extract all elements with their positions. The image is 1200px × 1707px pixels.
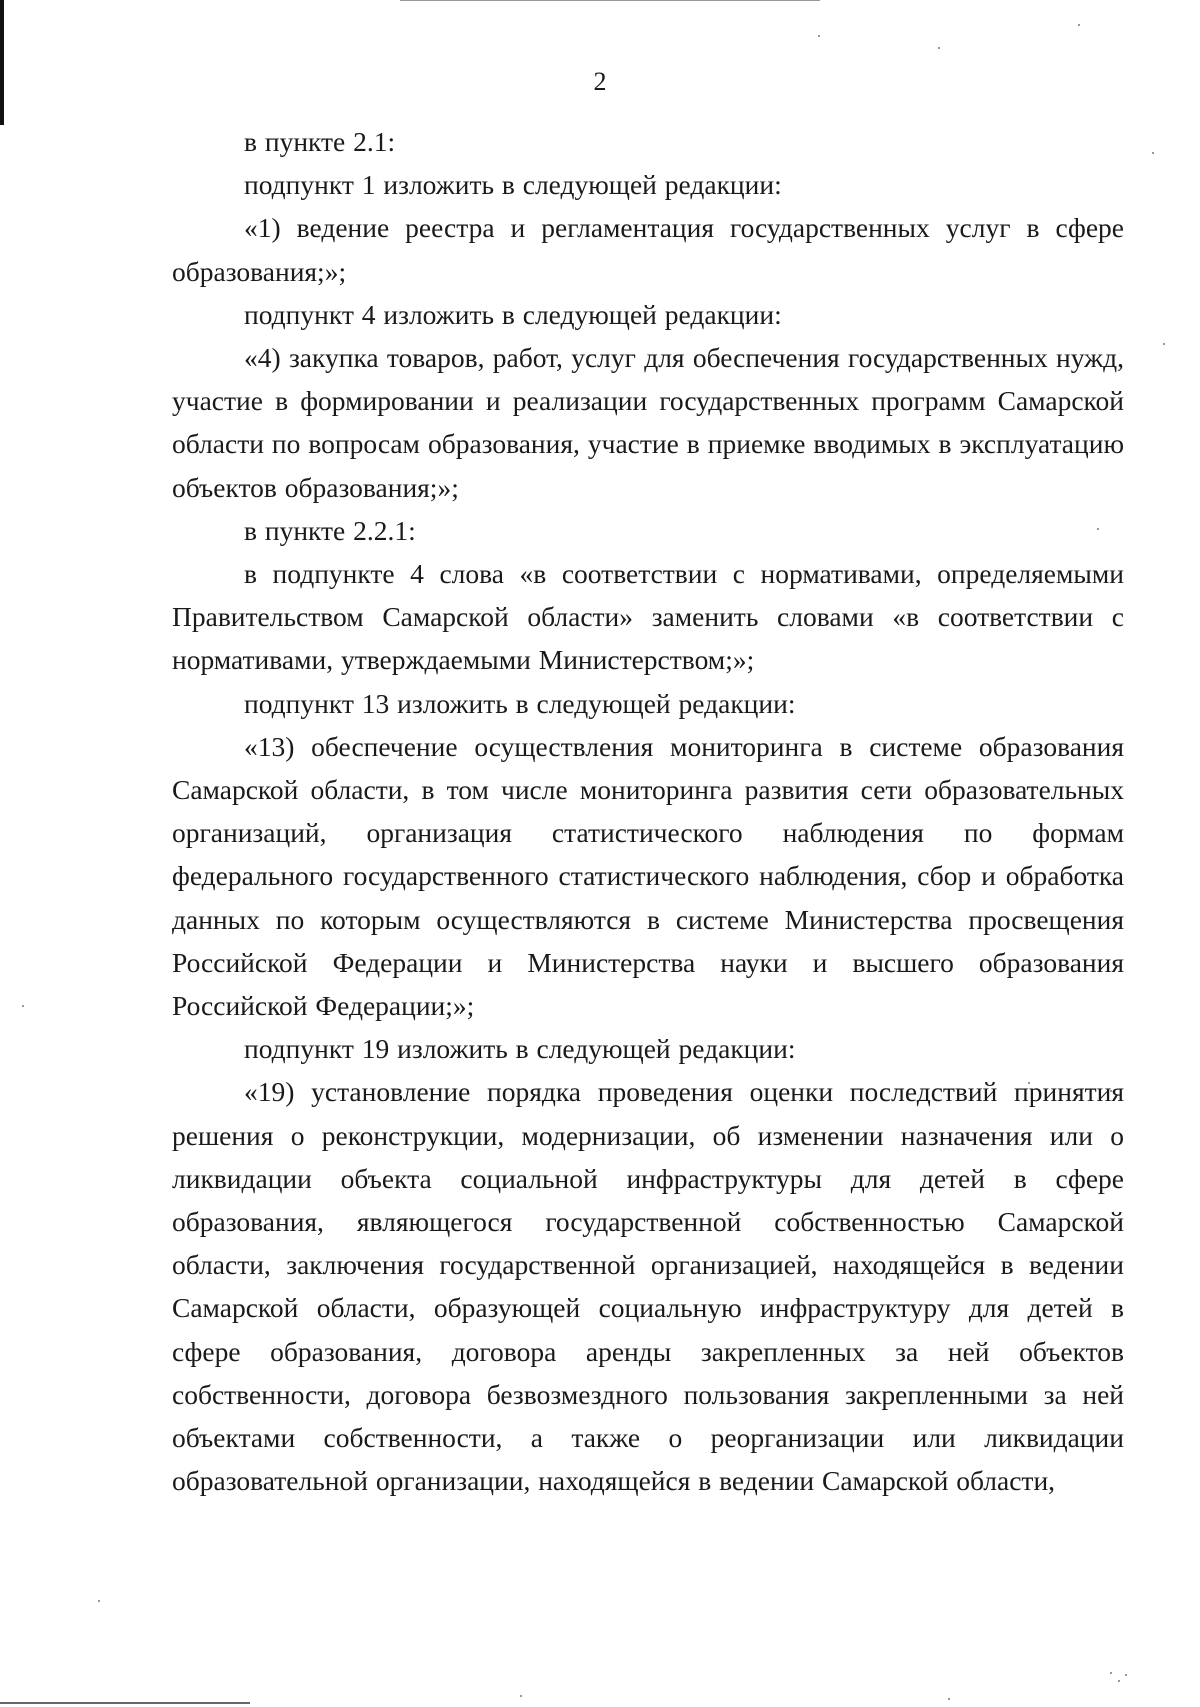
paragraph-clause-2-2-1: в пункте 2.2.1: <box>244 514 416 546</box>
paragraph-subitem-13-text: «13) обеспечение осуществления мониторинга в системе образования Самарской области, в том числе мониторинга развития сети образовательных организаций, организация статистического наблюдения по формам федерального государственного статистического наблюдения, сбор и обработка данных по которым осуществляются в системе Министерства просвещения Российской Федерации и Министерства науки и высшего образования Российской Федерации;»; <box>172 730 1124 1022</box>
paragraph-subitem-19-text: «19) установление порядка проведения оценки последствий принятия решения о реконструкции, модернизации, об изменении назначения или о ликвидации объекта социальной инфраструктуры для детей в сфере образования, являющегося государственной собственностью Самарской области, заключения государственной организацией, находящейся в ведении Самарской области, образующей социальную инфраструктуру для детей в сфере образования, договора аренды закрепленных за ней объектов собственности, договора безвозмездного пользования закрепленными за ней объектами собственности, а также о реорганизации или ликвидации образовательной организации, находящейся в ведении Самарской области, <box>172 1076 1124 1497</box>
paragraph-subitem-1-text: «1) ведение реестра и регламентация государственных услуг в сфере образования;»; <box>172 212 1124 287</box>
document-body <box>172 120 1124 1503</box>
paragraph-subitem-4-instruction: подпункт 4 изложить в следующей редакции: <box>244 298 782 330</box>
scan-speck <box>948 1698 950 1700</box>
scan-speck <box>1152 152 1154 154</box>
scan-speck <box>1110 1672 1112 1674</box>
scan-speck <box>938 47 940 49</box>
paragraph-subitem-4-replacement: в подпункте 4 слова «в соответствии с нормативами, определяемыми Правительством Самарской области» заменить словами «в соответствии с нормативами, утверждаемыми Министерством;»; <box>172 558 1124 676</box>
paragraph-subitem-1-instruction: подпункт 1 изложить в следующей редакции: <box>244 169 782 201</box>
page-number: 2 <box>593 67 607 96</box>
scan-speck <box>22 1005 24 1007</box>
paragraph-subitem-4-text: «4) закупка товаров, работ, услуг для обеспечения государственных нужд, участие в формировании и реализации государственных программ Самарской области по вопросам образования, участие в приемке вводимых в эксплуатацию объектов образования;»; <box>172 342 1124 503</box>
scan-speck <box>1118 1680 1120 1682</box>
scan-speck <box>1125 1674 1127 1676</box>
scan-speck <box>818 35 820 37</box>
scan-line-top <box>400 0 820 1</box>
scan-speck <box>1163 343 1165 345</box>
scan-speck <box>98 1600 100 1602</box>
scan-speck <box>520 1695 522 1697</box>
scan-speck <box>1078 24 1080 26</box>
paragraph-subitem-19-instruction: подпункт 19 изложить в следующей редакции: <box>244 1033 796 1065</box>
paragraph-subitem-13-instruction: подпункт 13 изложить в следующей редакции: <box>244 687 796 719</box>
scan-line-bottom <box>0 1702 250 1704</box>
paragraph-clause-2-1: в пункте 2.1: <box>244 126 396 157</box>
